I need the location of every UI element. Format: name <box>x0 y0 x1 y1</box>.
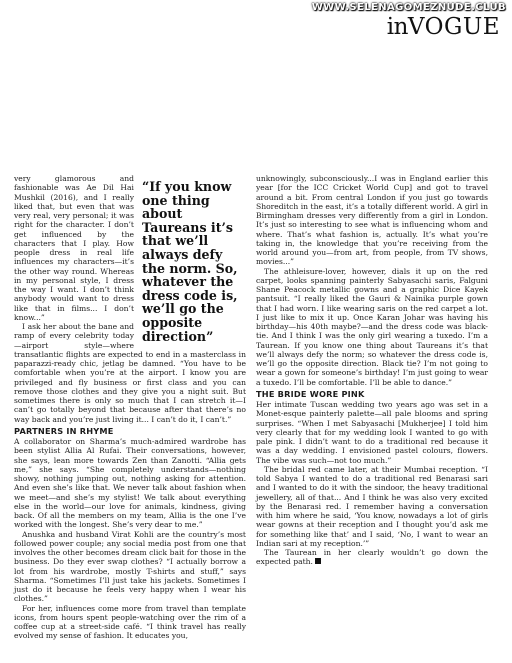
section-heading-partners: PARTNERS IN RHYME <box>14 425 114 436</box>
body-paragraph: The bridal red came later, at their Mumbai reception. “I told Sabya I wanted to do a traditional red Benarasi sari and I wanted to do it with the sindoor, the heavy traditional jewellery, all of that... And I think he was also very excited by the Benarasi red. I remember having a conversation with him where he said, ‘You know, nowadays a lot of girls wear gowns at their reception and I thought you’d ask me for something like that’ and I said, ‘No, I want to wear an Indian sari at my reception.’” <box>256 464 488 548</box>
body-paragraph: A collaborator on Sharma’s much-admired wardrobe has been stylist Allia Al Rufai. Their conversations, however, she says, lean more towards Zen than Zanotti. “Allia gets me,” she says. “She completely understands—nothing showy, nothing jumping out, nothing asking for attention. And even she’s like that. We never talk about fashion when we meet—and she’s my stylist! We talk about everything else in the world—our love for animals, kindness, giving back. Of all the members on my team, Allia is the one I’ve worked with the longest. She’s very dear to me.” <box>14 437 246 530</box>
body-paragraph: For her, influences come more from travel than template icons, from hours spent people-watching over the rim of a coffee cup at a street-side café. “I think travel has really evolved my sense of fashion. It educates you, <box>14 603 246 641</box>
final-sentence: The Taurean in her clearly wouldn’t go down the expected path. <box>256 548 488 567</box>
article-column-right <box>256 174 488 567</box>
article-column-left <box>14 174 246 641</box>
body-paragraph: I ask her about the bane and ramp of every celebrity today—airport style—where transatlantic flights are expected to end in a masterclass in paparazzi-ready chic, jetlag be damned. “You have to be comfortable when you’re at the airport. I know you are privileged and fly business or first class and you can remove those clothes and they give you a night suit. But sometimes there is only so much that I can stretch it—I can’t go totally beyond that because after that there’s no way back and you’re just living it... I can’t do it, I can’t.” <box>14 322 246 424</box>
section-heading-bride: THE BRIDE WORE PINK <box>256 388 365 399</box>
pull-quote: “If you know one thing about Taureans it’s that we’ll always defy the norm. So, whatever the dress code is, we’ll go the opposite direction” <box>142 179 238 344</box>
body-paragraph-final <box>256 548 488 567</box>
end-mark-icon <box>315 558 321 564</box>
body-paragraph: unknowingly, subconsciously...I was in England earlier this year [for the ICC Cricket World Cup] and got to travel around a bit. From central London if you just go towards Shoreditch in the east, it’s a totally different world. A girl in Birmingham dresses very differently from a girl in London. It’s just so interesting to see what is influencing whom and where. That’s what fashion is, actually. It’s what you’re taking in, the knowledge that you’re receiving from the world around you—from art, from people, from TV shows, movies...” <box>256 174 488 267</box>
body-paragraph: Anushka and husband Virat Kohli are the country’s most followed power couple; any social media post from one that involves the other becomes dream click bait for those in the business. Do they ever swap clothes? “I actually borrow a lot from his wardrobe, mostly T-shirts and stuff,” says Sharma. “Sometimes I’ll just take his jackets. Sometimes I just do it because he feels very happy when I wear his clothes.” <box>14 529 246 604</box>
masthead-prefix: in <box>386 14 408 40</box>
magazine-masthead <box>387 14 500 40</box>
body-paragraph: The athleisure-lover, however, dials it up on the red carpet, looks spanning painterly Sabyasachi saris, Falguni Shane Peacock metallic gowns and a graphic Dice Kayek pantsuit. “I really liked the Gauri & Nainika purple gown that I had worn. I like wearing saris on the red carpet a lot. I just like to mix it up. Once Karan Johar was having his birthday—his 40th maybe?—and the dress code was black-tie. And I think I was the only girl wearing a tuxedo. I’m a Taurean. If you know one thing about Taureans it’s that we’ll always defy the norm; so whatever the dress code is, we’ll go the opposite direction. Black tie? I’m not going to wear a gown for someone’s birthday! I’m just going to wear a tuxedo. I’ll be comfortable. I’ll be able to dance.” <box>256 266 488 387</box>
body-paragraph: very glamorous and fashionable was Ae Dil Hai Mushkil (2016), and I really liked that, but even that was very real, very personal; it was right for the character. I don’t get influenced by the characters that I play. How people dress in real life influences my characters—it’s the other way round. Whereas in my personal style, I dress the way I want. I don’t think anybody would want to dress like that in films... I don’t know...” <box>14 174 134 322</box>
masthead-brand: VOGUE <box>407 14 500 40</box>
watermark-text: WWW.SELENAGOMEZNUDE.CLUB <box>311 2 506 13</box>
body-paragraph: Her intimate Tuscan wedding two years ago was set in a Monet-esque painterly palette—all pale blooms and spring surprises. “When I met Sabyasachi [Mukherjee] I told him very clearly that for my wedding look I wanted to go with pale pink. I didn’t want to do a traditional red because it was a day wedding. I envisioned pastel colours, flowers. The vibe was such—not too much.” <box>256 400 488 465</box>
